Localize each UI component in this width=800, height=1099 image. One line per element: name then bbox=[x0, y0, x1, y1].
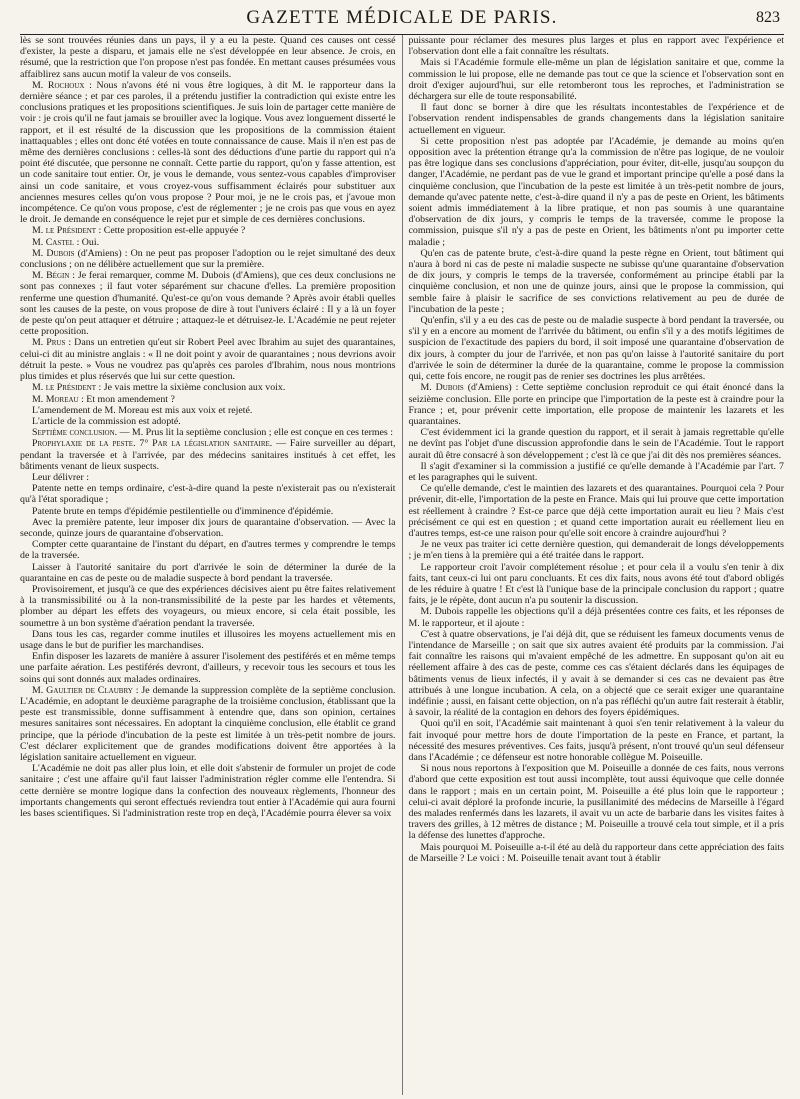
paragraph bbox=[409, 483, 785, 539]
paragraph-text: L'amendement de M. Moreau est mis aux voix et rejeté. bbox=[32, 404, 253, 416]
paragraph bbox=[20, 337, 396, 382]
paragraph bbox=[409, 629, 785, 719]
paragraph-text: : Dans un entretien qu'eut sir Robert Peel avec Ibrahim au sujet des quarantaines, celui-ci dit au ministre anglais : « Il ne doit point y avoir de quarantaines ; nous devrions avoir détruit la peste. » Vous ne voudrez pas qu'après ces paroles d'Ibrahim, nous nous montrions plus timides et plus réservés que lui sur cette question. bbox=[20, 337, 396, 383]
paragraph-text: Patente nette en temps ordinaire, c'est-à-dire quand la peste n'existerait pas ou n'existerait qu'à l'état sporadique ; bbox=[20, 483, 396, 506]
paragraph-text: Qu'enfin, s'il y a eu des cas de peste ou de maladie suspecte à bord pendant la traversée, ou s'il y en a encore au moment de l'arrivée du bâtiment, ou enfin s'il y a des motifs légitimes de suspicion de l'exactitude des papiers du bord, il soit imposé une quarantaine d'observation de dix jours, à compter du jour de l'arrivée, et non pas qu'on laisse à l'autorité sanitaire du port d'arrivée le soin de déterminer la durée de la quarantaine, comme le propose la commission qui, cette fois encore, ne rougit pas de renier ses doctrines les plus arrêtées. bbox=[408, 315, 784, 383]
paragraph bbox=[20, 427, 396, 438]
paragraph-text: Le rapporteur croit l'avoir complétement résolue ; et pour cela il a voulu s'en tenir à dix faits, tant ceux-ci lui ont paru concluants. Et ces dix faits, nous avons été tout d'abord obligés de les réduire à quatre ! Et c'est là l'unique base de la principale conclusion du rapport ; quatre faits, je le répète, dont aucun n'a pu soutenir la discussion. bbox=[408, 561, 784, 607]
text-columns bbox=[20, 35, 784, 1095]
paragraph-text: (d'Amiens) : On ne peut pas proposer l'adoption ou le rejet simultané des deux conclusions ; on ne délibère actuellement que sur la première. bbox=[20, 247, 396, 271]
paragraph bbox=[20, 270, 396, 337]
paragraph bbox=[20, 629, 396, 651]
paragraph-text: L'Académie ne doit pas aller plus loin, et elle doit s'abstenir de formuler un projet de code sanitaire ; c'est une affaire qu'il faut laisser l'administration régler comme elle l'entendra. Si cette dernière se montre logique dans la confection des nouveaux règlements, l'honneur des importants changements qui seront effectués reviendra tout entier à l'Académie qui aura fourni les bases scientifiques. Si l'administration reste trop en deçà, l'Académie pourra élever sa voix bbox=[20, 763, 396, 820]
paragraph bbox=[409, 842, 785, 864]
paragraph-text: Provisoirement, et jusqu'à ce que des expériences décisives aient pu être faites relativement à la transmissibilité ou à la non-transmissibilité de la peste par les hardes et vêtements, plomber au départ les effets des voyageurs, ou mieux encore, si cela était possible, les soumettre à un bon système d'aération pendant la traversée. bbox=[20, 583, 396, 629]
paragraph-text: Quoi qu'il en soit, l'Académie sait maintenant à quoi s'en tenir relativement à la valeur du fait invoqué pour mettre hors de doute l'importation de la peste en France, et partant, la nécessité des mesures préventives. Ces faits, jusqu'à présent, n'ont trouvé qu'un seul défenseur dans l'Académie ; ce défenseur est notre honorable collègue M. Poiseuille. bbox=[408, 718, 784, 763]
speaker-name: M. Rochoux bbox=[32, 79, 85, 91]
paragraph-text: Il s'agit d'examiner si la commission a justifié ce qu'elle demande à l'Académie par l'art. 7 et les paragraphes qui le suivent. bbox=[408, 460, 784, 483]
paragraph bbox=[409, 382, 785, 427]
paragraph bbox=[20, 584, 396, 629]
page-number: 823 bbox=[756, 9, 780, 26]
paragraph-text: Ce qu'elle demande, c'est le maintien des lazarets et des quarantaines. Pourquoi cela ? Pour prévenir, dit-elle, l'importation de la peste en France. Mais qui lui prouve que cette importation est réellement à craindre ? Est-ce parce que déjà cette importation aurait eu lieu ? Mais c'est précisément ce qui est en question ; et quand cette importation aurait eu réellement lieu en d'autres temps, est-ce une raison pour qu'elle soit encore à craindre aujourd'hui ? bbox=[408, 483, 784, 539]
paragraph bbox=[20, 405, 396, 416]
right-column bbox=[402, 35, 785, 1095]
speaker-name: M. Castel bbox=[32, 236, 75, 248]
paragraph-text: Laisser à l'autorité sanitaire du port d'arrivée le soin de déterminer la durée de la quarantaine en cas de peste ou de maladie suspecte à bord pendant la traversée. bbox=[20, 561, 396, 584]
paragraph-text: C'est évidemment ici la grande question du rapport, et il serait à jamais regrettable qu'elle ne devînt pas l'objet d'une discussion approfondie dans le sein de l'Académie. Tout le rapport aurait dû être consacré à son développement ; c'est là ce que j'ai dit dès nos premières séances. bbox=[408, 427, 784, 461]
paragraph bbox=[20, 237, 396, 248]
paragraph-text: puissante pour réclamer des mesures plus larges et plus en rapport avec l'expérience et l'observation dont elle a fait connaître les résultats. bbox=[408, 35, 784, 58]
paragraph-text: lès se sont trouvées réunies dans un pays, il y a eu la peste. Quand ces causes ont cessé d'exister, la peste a disparu, et jamais elle ne s'est développée en leur absence. Je crois, en résumé, que la restriction que l'on propose n'est pas fondée. En mettant causes présumées vous affaiblirez sans aucun motif la valeur de vos conseils. bbox=[20, 35, 396, 80]
paragraph-text: Je ne veux pas traiter ici cette dernière question, qui demanderait de longs développements ; je m'en tiens à la première qui a été traitée dans le rapport. bbox=[408, 539, 784, 562]
paragraph bbox=[409, 136, 785, 248]
paragraph bbox=[409, 562, 785, 607]
paragraph bbox=[20, 651, 396, 685]
paragraph bbox=[20, 416, 396, 427]
paragraph bbox=[20, 763, 396, 819]
paragraph-text: Mais si l'Académie formule elle-même un plan de législation sanitaire et que, comme la commission le lui propose, elle ne demande pas tout ce que la science et l'observation sont en droit d'exiger aujourd'hui, sur elle retomberont tous les reproches, et l'administration se déchargera sur elle de toute responsabilité. bbox=[408, 57, 784, 103]
paragraph bbox=[409, 57, 785, 102]
paragraph bbox=[409, 102, 785, 136]
speaker-name: M. Bégin bbox=[32, 270, 70, 282]
paragraph bbox=[409, 763, 785, 841]
paragraph bbox=[20, 394, 396, 405]
paragraph-text: Compter cette quarantaine de l'instant du départ, en d'autres termes y comprendre le temps de la traversée. bbox=[20, 539, 396, 562]
paragraph-text: Si nous nous reportons à l'exposition que M. Poiseuille a donnée de ces faits, nous verrons d'abord que cette exposition est tout aussi incomplète, tout aussi équivoque que celle donnée dans le rapport ; mais en un certain point, M. Poiseuille a été plus loin que le rapporteur ; celui-ci avait déploré la profonde incurie, la pusillanimité des médecins de Marseille à l'égard des malades renfermés dans les lazarets, il avait vu un acte de barbarie dans les visites faites à travers des grilles, à 12 mètres de distance ; M. Poiseuille a trouvé cela tout simple, et il a pris la défense des lunettes d'approche. bbox=[408, 763, 784, 842]
speaker-name: Prophylaxie de la peste. 7° Par la législation sanitaire. bbox=[32, 438, 273, 450]
paragraph bbox=[20, 438, 396, 472]
speaker-name: M. Dubois bbox=[420, 382, 464, 394]
paragraph bbox=[20, 382, 396, 393]
paragraph-text: Enfin disposer les lazarets de manière à assurer l'isolement des pestiférés et en même temps une parfaite aération. Les pestiférés devront, d'ailleurs, y recevoir tous les secours et tous les soins qui sont donnés aux malades ordinaires. bbox=[20, 651, 396, 685]
paragraph-text: : Je ferai remarquer, comme M. Dubois (d'Amiens), que ces deux conclusions ne sont pas connexes ; il faut voter séparément sur chacune d'elles. La première proposition renferme une question d'humanité. Qu'est-ce qu'on vous demande ? Après avoir établi quelles sont les causes de la peste, on vous propose de dire à tout l'univers éclairé : Il y a là un foyer de peste qu'on peut attaquer et détruire ; attaquez-le et détruisez-le. L'Académie ne peut rejeter cette proposition. bbox=[20, 270, 396, 338]
paragraph bbox=[409, 315, 785, 382]
paragraph-text: : Oui. bbox=[74, 236, 100, 248]
paragraph bbox=[20, 517, 396, 539]
page-header bbox=[20, 0, 784, 35]
paragraph-text: (d'Amiens) : Cette septième conclusion reproduit ce qui était énoncé dans la seizième conclusion. Elle porte en principe que l'importation de la peste est à craindre pour la France ; et, pour prévenir cette importation, elle propose de maintenir les lazarets et les quarantaines. bbox=[408, 382, 784, 427]
paragraph bbox=[20, 472, 396, 483]
paragraph-text: : Je demande la suppression complète de la septième conclusion. L'Académie, en adoptant le deuxième paragraphe de la troisième conclusion, établissant que la peste est transmissible, donne suffisamment à entendre que, dans son opinion, certaines mesures sanitaires sont nécessaires. En adoptant la cinquième conclusion, elle établit ce grand principe, que la période d'incubation de la peste est limitée à un très-petit nombre de jours. C'est déclarer explicitement que de grandes modifications doivent être apportées à la législation sanitaire actuellement en vigueur. bbox=[20, 684, 396, 763]
paragraph bbox=[20, 483, 396, 505]
paragraph-text: Avec la première patente, leur imposer dix jours de quarantaine d'observation. — Avec la seconde, quinze jours de quarantaine d'observation. bbox=[20, 516, 396, 539]
left-column bbox=[20, 35, 402, 1095]
paragraph-text: Si cette proposition n'est pas adoptée par l'Académie, je demande au moins qu'en opposition avec la prétention étrange qu'a la commission de n'être pas logique, de ne vouloir pas être logique dans ses conclusions d'appréciation, pour éviter, dit-elle, jusqu'au soupçon du danger, l'Académie, ne perdant pas de vue le grand et important principe qu'elle a posé dans la cinquième conclusion, que l'incubation de la peste est limitée à un très-petit nombre de jours, demande qu'avec patente nette, c'est-à-dire quand il n'y a pas de peste en Orient, les bâtiments soient admis immédiatement à la libre pratique, et non pas soumis à une quarantaine d'observation de dix jours, y compris le temps de la traversée, comme le propose la commission, puisque s'il n'y a pas de peste en Orient, les bâtiments n'ont pu importer cette maladie ; bbox=[408, 135, 784, 248]
paragraph-text: C'est à quatre observations, je l'ai déjà dit, que se réduisent les fameux documents venus de l'intendance de Marseille ; on sait que six autres avaient été produits par la commission. J'ai fait connaître les raisons qui m'avaient empêché de les admettre. En supposant qu'on ait eu réellement affaire à des cas de peste, comme ces cas s'étaient déclarés dans les équipages de bâtiments venus de lieux infectés, il y avait à se demander si ces cas ne devaient pas être attribués à une longue incubation. A cela, on a objecté que ce serait exiger une quarantaine indéfinie ; aussi, en faisant cette objection, on n'a pas réfléchi qu'un autre fait resterait à établir, à savoir, la réalité de la contagion en dehors des foyers épidémiques. bbox=[408, 628, 784, 719]
paragraph-text: L'article de la commission est adopté. bbox=[32, 415, 181, 427]
paragraph-text: : Nous n'avons été ni vous être logiques, à dit M. le rapporteur dans la dernière séance ; et par ces paroles, il a prétendu justifier la contradiction qui existe entre les conclusions pratiques et les propositions scientifiques. Je suis loin de partager cette manière de voir : je crois qu'il ne faut jamais se brouiller avec la logique. Vous avez longuement disserté le rapport, et il est résulté de la discussion que les propositions de la commission étaient inattaquables ; elles ont donc été votées en toute connaissance de cause. Mais il n'en est pas de même des dernières conclusions : celles-là sont des déductions d'une partie du rapport qui n'a point été discutée, que personne ne connaît. Cette partie du rapport, qu'on y fasse attention, est un code sanitaire tout entier. Or, je vous le demande, vous sentez-vous capables d'improviser ainsi un code sanitaire, et vous croyez-vous suffisamment éclairés pour substituer aux anciennes mesures celles qu'on vous propose ? Pour moi, je ne le crois pas, et j'avoue mon incompétence. Ce qu'on vous propose, c'est de réglementer ; je ne crois pas que vous en ayez le droit. Je demande en conséquence le rejet pur et simple de ces dernières conclusions. bbox=[20, 79, 396, 226]
paragraph bbox=[409, 606, 785, 628]
speaker-name: M. le Président bbox=[32, 225, 97, 237]
paragraph-text: Mais pourquoi M. Poiseuille a-t-il été au delà du rapporteur dans cette appréciation des faits de Marseille ? Le voici : M. Poiseuille tenait avant tout à établir bbox=[408, 841, 784, 864]
paragraph bbox=[20, 539, 396, 561]
paragraph bbox=[409, 539, 785, 561]
masthead-title: GAZETTE MÉDICALE DE PARIS. bbox=[246, 7, 558, 28]
paragraph-text: Leur délivrer : bbox=[32, 471, 90, 483]
paragraph-text: Il faut donc se borner à dire que les résultats incontestables de l'expérience et de l'observation rendent indispensables de grands changements dans la législation sanitaire actuellement en vigueur. bbox=[408, 102, 784, 136]
paragraph bbox=[20, 248, 396, 270]
paragraph bbox=[409, 35, 785, 57]
paragraph-text: Dans tous les cas, regarder comme inutiles et illusoires les moyens actuellement mis en usage dans le but de purifier les marchandises. bbox=[20, 628, 396, 651]
paragraph bbox=[20, 80, 396, 226]
paragraph bbox=[20, 685, 396, 763]
speaker-name: M. Prus bbox=[32, 337, 66, 349]
paragraph-text: : Je vais mettre la sixième conclusion aux voix. bbox=[96, 382, 286, 394]
paragraph bbox=[409, 248, 785, 315]
paragraph-text: — M. Prus lit la septième conclusion ; elle est conçue en ces termes : bbox=[117, 427, 393, 439]
paragraph-text: : Cette proposition est-elle appuyée ? bbox=[96, 225, 246, 237]
paragraph-text: Qu'en cas de patente brute, c'est-à-dire quand la peste règne en Orient, tout bâtiment qui n'aura à bord ni cas de peste ni maladie suspecte ne subisse qu'une quarantaine d'observation de dix jours, y compris le temps de la traversée, conformément au principe établi par la cinquième conclusion, et non une de quinze jours, ainsi que le propose la commission, qui semble faire à plaisir le sacrifice de ses convictions relativement au peu de durée de l'incubation de la peste ; bbox=[408, 247, 784, 315]
paragraph bbox=[20, 562, 396, 584]
speaker-name: M. Dubois bbox=[32, 247, 75, 259]
paragraph bbox=[409, 461, 785, 483]
paragraph bbox=[409, 718, 785, 763]
paragraph bbox=[20, 225, 396, 236]
paragraph bbox=[20, 506, 396, 517]
paragraph-text: — Faire surveiller au départ, pendant la traversée et à l'arrivée, par des médecins sanitaires institués à cet effet, les bâtiments venant de lieux suspects. bbox=[20, 438, 396, 472]
speaker-name: M. le Président bbox=[32, 382, 97, 394]
speaker-name: M. Gaultier de Claubry bbox=[32, 684, 133, 696]
paragraph bbox=[409, 427, 785, 461]
speaker-name: M. Moreau bbox=[32, 393, 79, 405]
paragraph-text: : Et mon amendement ? bbox=[78, 393, 175, 405]
paragraph-text: M. Dubois rappelle les objections qu'il a déjà présentées contre ces faits, et les réponses de M. le rapporteur, et il ajoute : bbox=[408, 606, 784, 629]
paragraph-text: Patente brute en temps d'épidémie pestilentielle ou d'imminence d'épidémie. bbox=[32, 505, 334, 517]
paragraph bbox=[20, 35, 396, 80]
speaker-name: Septième conclusion. bbox=[32, 427, 118, 439]
